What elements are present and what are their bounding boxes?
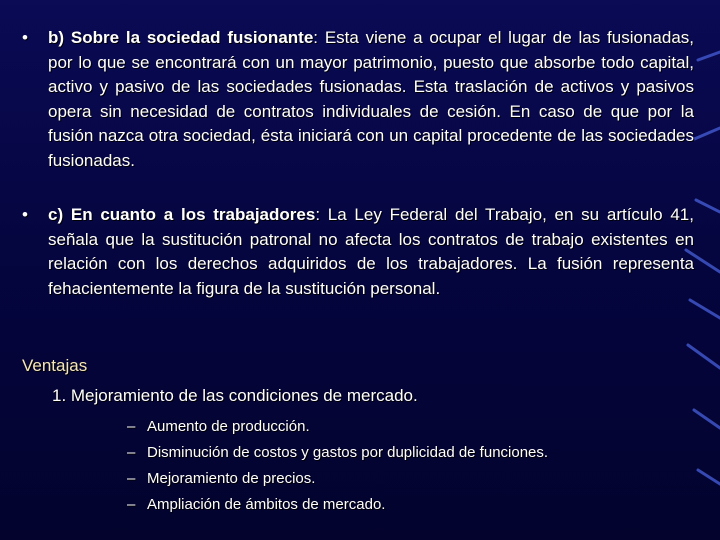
numbered-item: 1. Mejoramiento de las condiciones de mercado. (52, 386, 418, 405)
list-item-text: Ampliación de ámbitos de mercado. (147, 496, 386, 513)
bullet-sociedad-fusionante (22, 26, 694, 173)
list-item (127, 492, 548, 518)
bullet-icon: • (22, 28, 28, 47)
dash-icon: – (127, 470, 136, 487)
list-item (127, 466, 548, 492)
sub-item-list (127, 414, 548, 518)
dash-icon: – (127, 444, 136, 461)
bullet-text (48, 26, 694, 173)
bullet-trabajadores (22, 203, 694, 301)
bullet-body: : La Ley Federal del Trabajo, en su artículo 41, señala que la sustitución patronal no afecta los contratos de trabajo existentes en relación con los derechos adquiridos de los trabajadores. La fusión representa fehacientemente la figura de la sustitución personal. (48, 205, 694, 298)
bullet-label: c) En cuanto a los trabajadores (48, 205, 316, 224)
bullet-icon: • (22, 205, 28, 224)
bullet-body: : Esta viene a ocupar el lugar de las fusionadas, por lo que se encontrará con un mayor patrimonio, puesto que absorbe todo capital, activo y pasivo de las sociedades fusionadas. Esta traslación de activos y pasivos opera sin necesidad de contratos individuales de cesión. En caso de que por la fusión nazca otra sociedad, ésta iniciará con un capital procedente de las sociedades fusionadas. (48, 28, 694, 170)
list-item-text: Aumento de producción. (147, 418, 310, 435)
dash-icon: – (127, 418, 136, 435)
bullet-label: b) Sobre la sociedad fusionante (48, 28, 314, 47)
list-item (127, 414, 548, 440)
list-item-text: Mejoramiento de precios. (147, 470, 316, 487)
section-heading-ventajas: Ventajas (22, 356, 88, 375)
list-item-text: Disminución de costos y gastos por duplicidad de funciones. (147, 444, 549, 461)
list-item (127, 440, 548, 466)
dash-icon: – (127, 496, 136, 513)
bullet-text (48, 203, 694, 301)
